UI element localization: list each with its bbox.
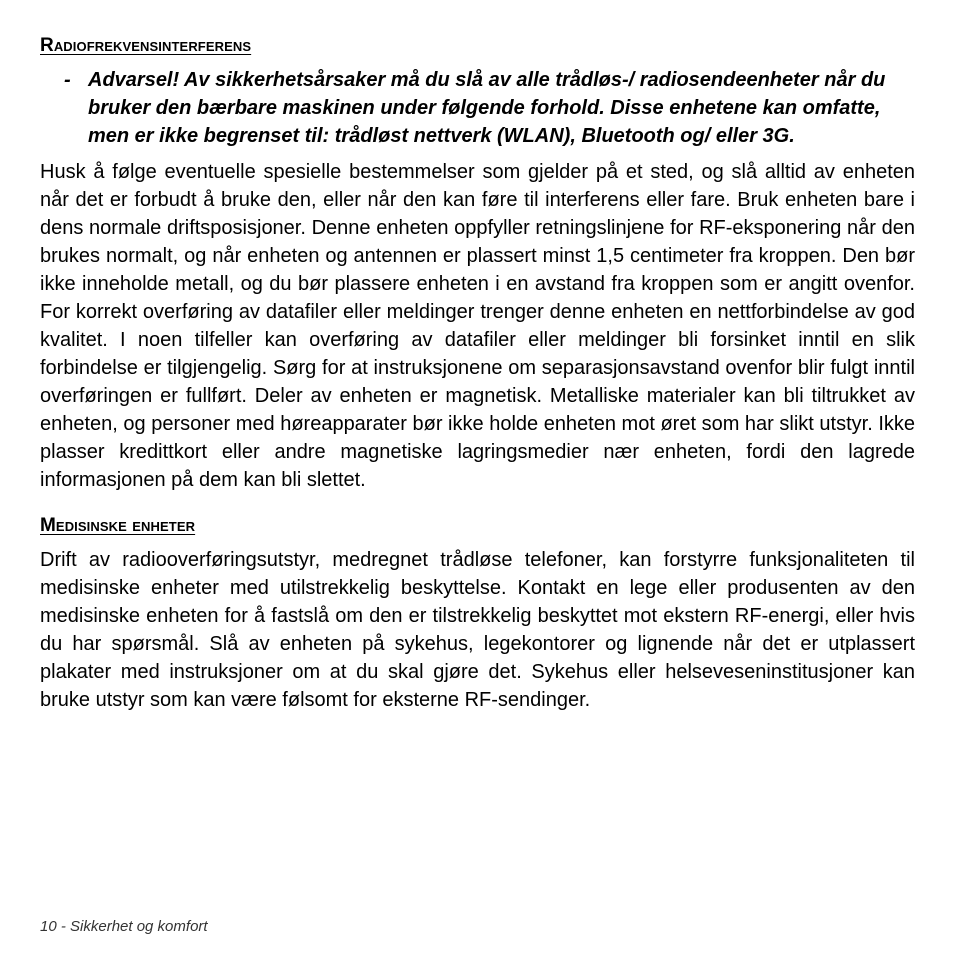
radio-interference-paragraph: Husk å følge eventuelle spesielle bestemmelser som gjelder på et sted, og slå alltid av enheten når det er forbudt å bruke den, eller når den kan føre til interferens eller fare. Bruk enheten bare i dens normale driftsposisjoner. Denne enheten oppfyller retningslinjene for RF-eksponering når den brukes normalt, og når enheten og antennen er plassert minst 1,5 centimeter fra kroppen. Den bør ikke inneholde metall, og du bør plassere enheten i en avstand fra kroppen som er angitt ovenfor. For korrekt overføring av datafiler eller meldinger trenger denne enheten en nettforbindelse av god kvalitet. I noen tilfeller kan overføring av datafiler eller meldinger bli forsinket inntil en slik forbindelse er tilgjengelig. Sørg for at instruksjonene om separasjonsavstand ovenfor blir fulgt inntil overføringen er fullført. Deler av enheten er magnetisk. Metalliske materialer kan bli tiltrukket av enheten, og personer med høreapparater bør ikke holde enheten mot øret som har slikt utstyr. Ikke plasser kredittkort eller andre magnetiske lagringsmedier nær enheten, fordi den lagrede informasjonen på dem kan bli slettet. — [40, 161, 915, 491]
section-heading-radio-interference: Radiofrekvensinterferens — [40, 35, 252, 56]
page-footer: 10 - Sikkerhet og komfort — [40, 918, 208, 935]
document-page — [40, 34, 915, 714]
warning-bullet: - — [64, 69, 71, 91]
section-heading-medical-devices: Medisinske enheter — [40, 515, 196, 536]
warning-text: Advarsel! Av sikkerhetsårsaker må du slå av alle trådløs-/ radiosendeenheter når du bruker den bærbare maskinen under følgende forhold. Disse enhetene kan omfatte, men er ikke begrenset til: trådløst nettverk (WLAN), Bluetooth og/ eller 3G. — [88, 69, 886, 147]
warning-block — [40, 66, 915, 150]
medical-devices-paragraph: Drift av radiooverføringsutstyr, medregnet trådløse telefoner, kan forstyrre funksjonaliteten til medisinske enheter med utilstrekkelig beskyttelse. Kontakt en lege eller produsenten av den medisinske enheten for å fastslå om den er tilstrekkelig beskyttet mot ekstern RF-energi, eller hvis du har spørsmål. Slå av enheten på sykehus, legekontorer og lignende når det er utplassert plakater med instruksjoner om at du skal gjøre det. Sykehus eller helseveseninstitusjoner kan bruke utstyr som kan være følsomt for eksterne RF-sendinger. — [40, 549, 915, 711]
